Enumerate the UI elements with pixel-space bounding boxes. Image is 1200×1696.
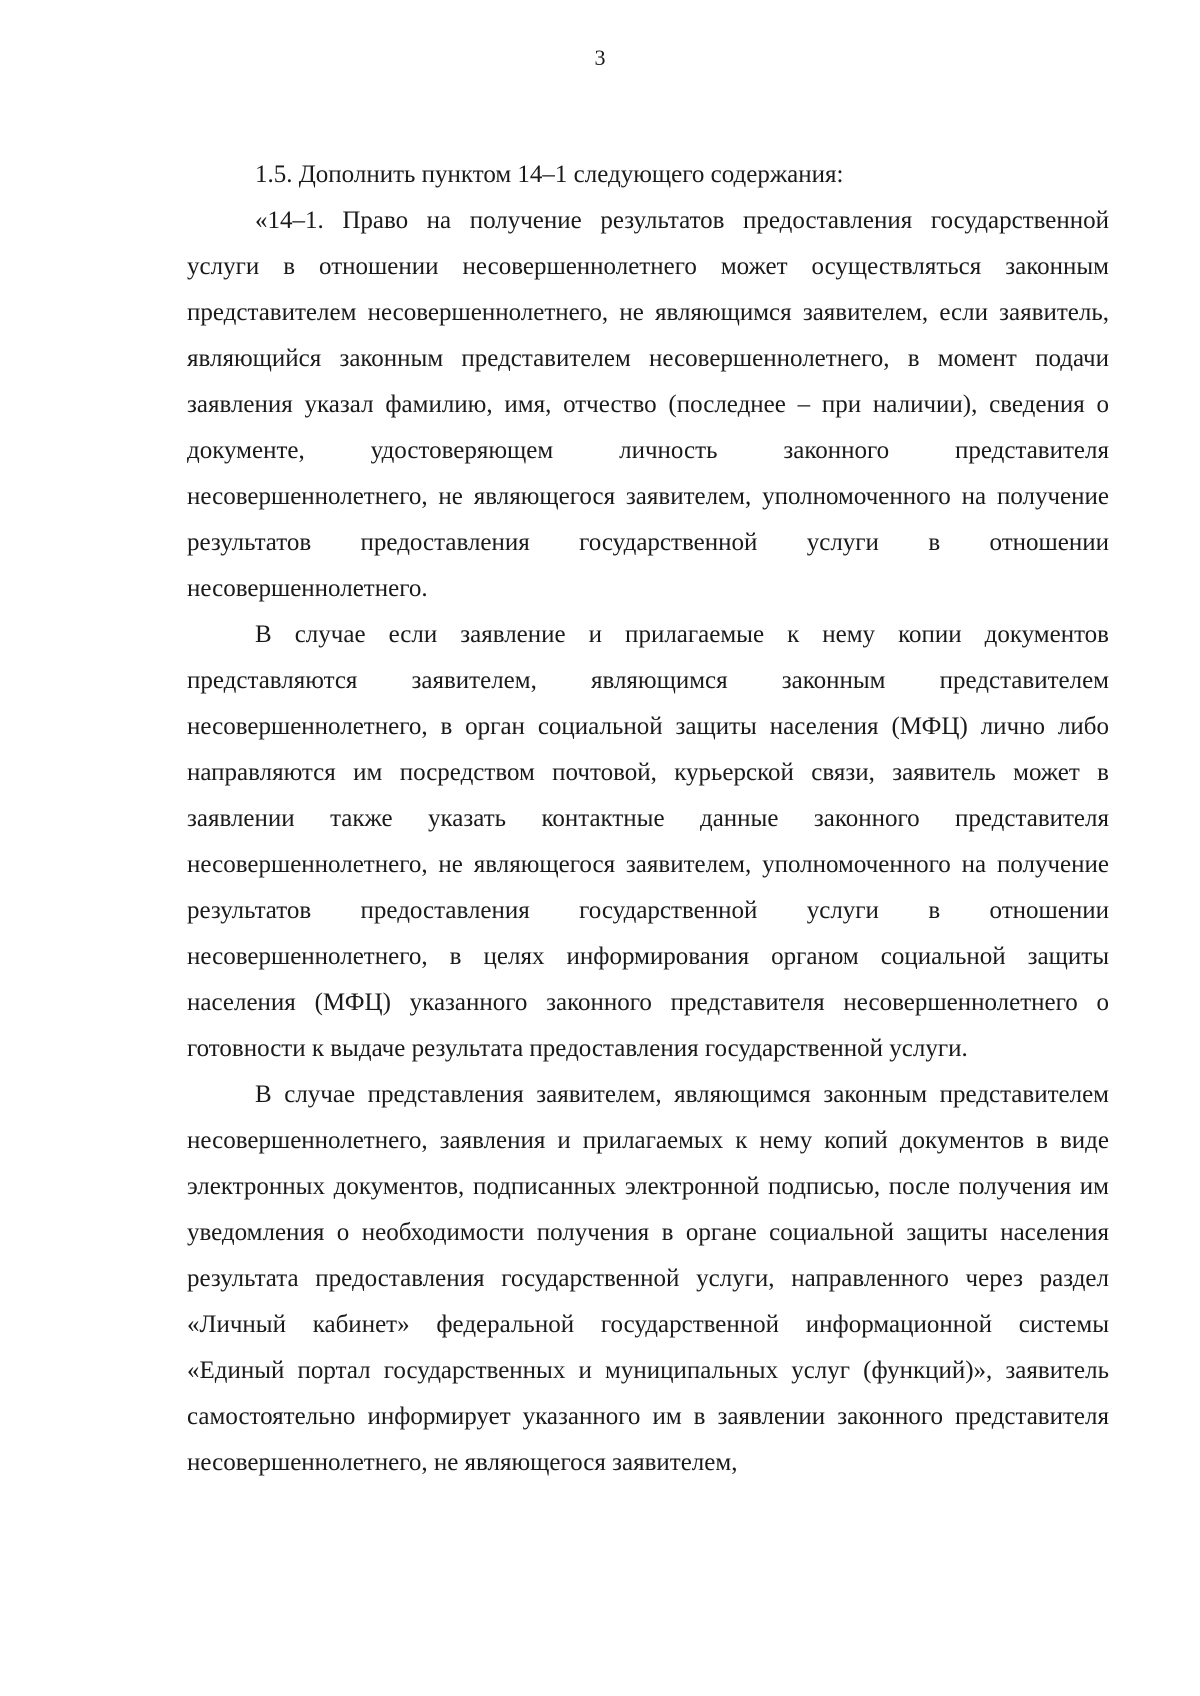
paragraph-electronic-submission: В случае представления заявителем, являющимся законным представителем несовершеннолетнего, заявления и прилагаемых к нему копий документов в виде электронных документов, подписанных электронной подписью, после получения им уведомления о необходимости получения в органе социальной защиты населения результата предоставления государственной услуги, направленного через раздел «Личный кабинет» федеральной государственной информационной системы «Единый портал государственных и муниципальных услуг (функций)», заявитель самостоятельно информирует указанного им в заявлении законного представителя несовершеннолетнего, не являющегося заявителем, <box>187 1081 1109 1476</box>
paragraph-paper-submission: В случае если заявление и прилагаемые к нему копии документов представляются заявителем, являющимся законным представителем несовершеннолетнего, в орган социальной защиты населения (МФЦ) лично либо направляются им посредством почтовой, курьерской связи, заявитель может в заявлении также указать контактные данные законного представителя несовершеннолетнего, не являющегося заявителем, уполномоченного на получение результатов предоставления государственной услуги в отношении несовершеннолетнего, в целях информирования органом социальной защиты населения (МФЦ) указанного законного представителя несовершеннолетнего о готовности к выдаче результата предоставления государственной услуги. <box>187 621 1109 1062</box>
paragraph-amendment-heading: 1.5. Дополнить пунктом 14–1 следующего содержания: <box>255 161 844 188</box>
paragraph-14-1-right: «14–1. Право на получение результатов предоставления государственной услуги в отношении несовершеннолетнего может осуществляться законным представителем несовершеннолетнего, не являющимся заявителем, если заявитель, являющийся законным представителем несовершеннолетнего, в момент подачи заявления указал фамилию, имя, отчество (последнее – при наличии), сведения о документе, удостоверяющем личность законного представителя несовершеннолетнего, не являющегося заявителем, уполномоченного на получение результатов предоставления государственной услуги в отношении несовершеннолетнего. <box>187 207 1109 602</box>
document-body <box>187 152 1109 1486</box>
page-number: 3 <box>594 45 606 70</box>
